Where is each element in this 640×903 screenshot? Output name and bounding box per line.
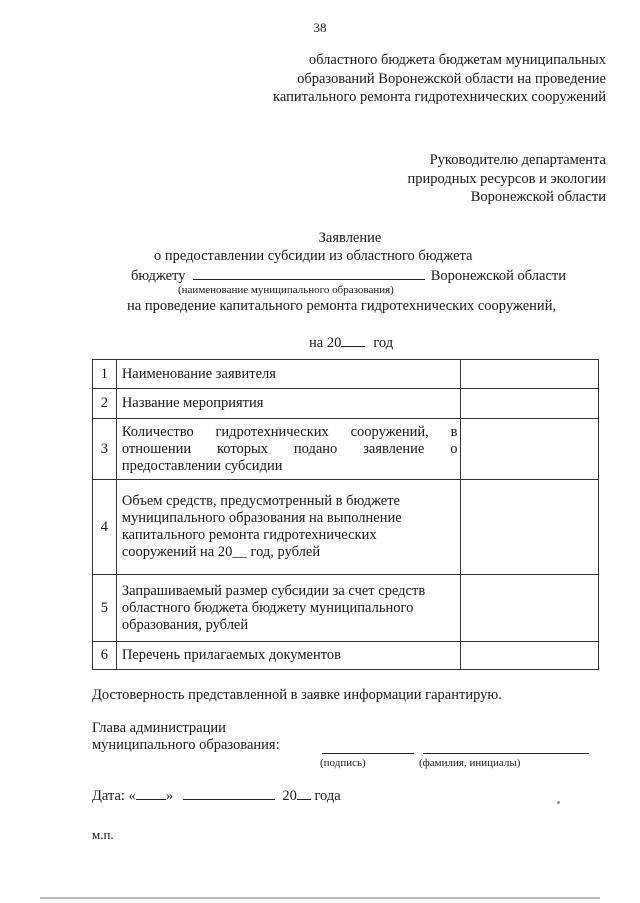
- date-mid: »: [165, 788, 174, 804]
- row-label-line: капитального ремонта гидротехнических: [121, 527, 377, 543]
- month-blank[interactable]: [183, 785, 275, 800]
- addressee-line-3: Воронежской области: [470, 189, 606, 205]
- row-label: [116, 575, 461, 642]
- heading-line-3: капитального ремонта гидротехнических сооружений: [273, 89, 606, 105]
- addressee-block: [408, 151, 606, 207]
- table-row: [93, 642, 599, 670]
- row-number: 5: [93, 575, 117, 642]
- title-budget-line: [131, 265, 566, 285]
- row-value-cell[interactable]: [461, 642, 599, 670]
- row-label-line: образования, рублей: [121, 616, 249, 633]
- date-year-prefix: 20: [282, 788, 297, 804]
- application-table: [92, 359, 599, 670]
- row-value-cell[interactable]: [461, 360, 599, 389]
- row-number: 3: [93, 419, 117, 480]
- row-label-line: предоставлении субсидии: [121, 457, 283, 474]
- signer-title-line-1: Глава администрации: [92, 720, 226, 736]
- addressee-line-1: Руководителю департамента: [429, 152, 606, 168]
- page-number: 38: [313, 20, 327, 35]
- municipality-blank[interactable]: [193, 265, 425, 280]
- table-row: [93, 419, 599, 480]
- signer-title-line-2: муниципального образования:: [92, 737, 280, 753]
- row-label-line: сооружений на 20__ год, рублей: [121, 544, 321, 560]
- table-row: [93, 480, 599, 575]
- date-year-blank[interactable]: [297, 785, 311, 800]
- date-suffix: года: [314, 788, 341, 804]
- row-value-cell[interactable]: [461, 480, 599, 575]
- signature-blank[interactable]: [322, 741, 414, 754]
- table-row: [93, 575, 599, 642]
- row-value-cell[interactable]: [461, 389, 599, 419]
- row-number: 4: [93, 480, 117, 575]
- date-line: [92, 785, 341, 805]
- budget-prefix: бюджету: [131, 268, 186, 284]
- year-suffix: год: [373, 335, 394, 351]
- row-label: [116, 419, 461, 480]
- row-label-line: Запрашиваемый размер субсидии за счет средств: [121, 582, 426, 599]
- signature-caption: (подпись): [320, 757, 366, 769]
- guarantee-statement: Достоверность представленной в заявке информации гарантирую.: [92, 687, 502, 703]
- full-name-caption: (фамилия, инициалы): [419, 757, 521, 769]
- row-number: 2: [93, 389, 117, 419]
- full-name-blank[interactable]: [423, 741, 589, 754]
- row-label-line: областного бюджета бюджету муниципального: [121, 599, 414, 616]
- document-heading: [273, 51, 606, 107]
- row-label-line: отношении которых подано заявление о: [121, 440, 458, 457]
- application-title: Заявление: [318, 230, 382, 246]
- row-label-line: муниципального образования на выполнение: [121, 510, 402, 526]
- title-year-line: [309, 332, 393, 352]
- date-prefix: Дата: «: [92, 788, 136, 804]
- row-label: Перечень прилагаемых документов: [116, 642, 461, 670]
- municipality-caption: (наименование муниципального образования): [178, 284, 394, 296]
- row-label: Наименование заявителя: [116, 360, 461, 389]
- budget-suffix: Воронежской области: [430, 268, 566, 284]
- row-label-line: Количество гидротехнических сооружений, в: [121, 423, 458, 440]
- stamp-mark: м.п.: [92, 827, 114, 842]
- scan-speck: [557, 801, 560, 804]
- addressee-line-2: природных ресурсов и экологии: [407, 170, 606, 187]
- day-blank[interactable]: [136, 785, 166, 800]
- row-label-line: Объем средств, предусмотренный в бюджете: [121, 493, 400, 509]
- table-row: [93, 360, 599, 389]
- scan-edge-line: [40, 897, 600, 899]
- row-number: 6: [93, 642, 117, 670]
- table-row: [93, 389, 599, 419]
- row-value-cell[interactable]: [461, 419, 599, 480]
- row-value-cell[interactable]: [461, 575, 599, 642]
- heading-line-1: областного бюджета бюджетам муниципальных: [308, 52, 606, 68]
- row-label: [116, 480, 461, 575]
- row-label: Название мероприятия: [116, 389, 461, 419]
- year-blank[interactable]: [341, 332, 365, 347]
- heading-line-2: образований Воронежской области на проведение: [297, 70, 606, 87]
- title-purpose-line: на проведение капитального ремонта гидротехнических сооружений,: [127, 298, 557, 314]
- title-subsidy-line: о предоставлении субсидии из областного бюджета: [154, 248, 473, 264]
- row-number: 1: [93, 360, 117, 389]
- year-prefix: на 20: [309, 335, 342, 351]
